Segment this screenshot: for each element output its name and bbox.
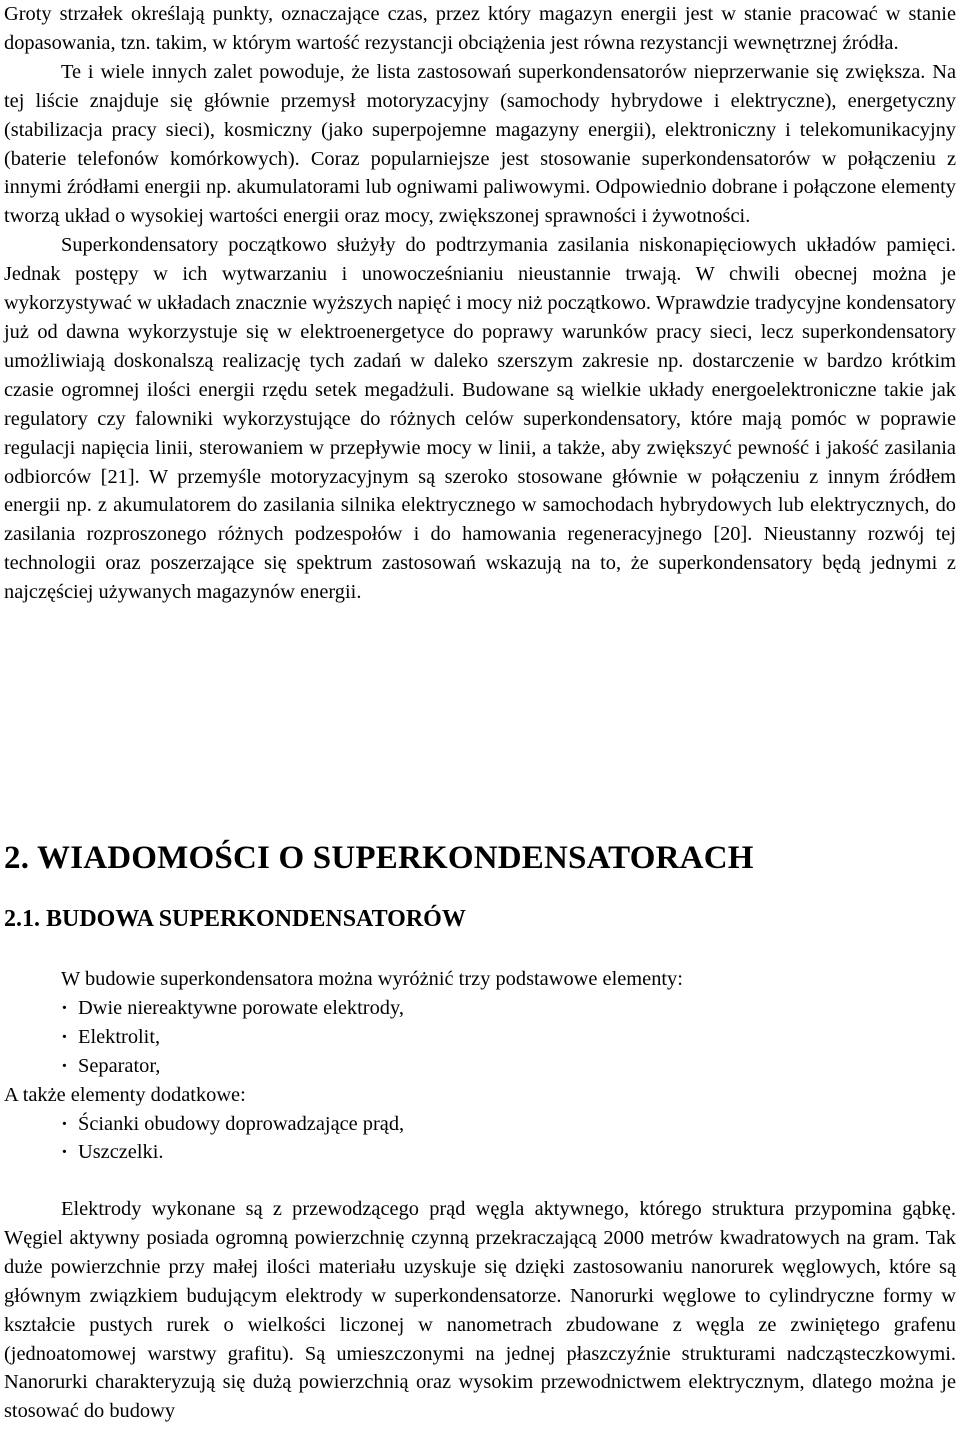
list-item: [4, 1052, 956, 1081]
list-item: [4, 1110, 956, 1139]
elements-list-block: [4, 965, 956, 1167]
bullet-icon: ·: [61, 1054, 68, 1077]
bullet-icon: ·: [61, 1141, 68, 1164]
bullet-icon: ·: [61, 996, 68, 1019]
list-item-text: Separator,: [78, 1054, 161, 1077]
list-item-text: Dwie niereaktywne porowate elektrody,: [78, 996, 404, 1019]
top-text-block: [4, 0, 956, 607]
section-heading: 2. WIADOMOŚCI O SUPERKONDENSATORACH: [4, 840, 754, 876]
list-item: [4, 1023, 956, 1052]
list-item: [4, 994, 956, 1023]
paragraph-applications: Te i wiele innych zalet powoduje, że lista zastosowań superkondensatorów nieprzerwanie się zwiększa. Na tej liście znajduje się głównie przemysł motoryzacyjny (samochody hybrydowe i elektryczne), energetyczny (stabilizacja pracy sieci), kosmiczny (jako superpojemne magazyny energii), elektroniczny i telekomunikacyjny (baterie telefonów komórkowych). Coraz popularniejsze jest stosowanie superkondensatorów w połączeniu z innymi źródłami energii np. akumulatorami lub ogniwami paliwowymi. Odpowiednio dobrane i połączone elementy tworzą układ o wysokiej wartości energii oraz mocy, zwiększonej sprawności i żywotności.: [4, 60, 956, 228]
paragraph-electrodes: Elektrody wykonane są z przewodzącego prąd węgla aktywnego, którego struktura przypomina gąbkę. Węgiel aktywny posiada ogromną powierzchnię czynną przekraczającą 2000 metrów kwadratowych na gram. Tak duże powierzchnie przy małej ilości materiału uzyskuje się dzięki zastosowaniu nanorurek węglowych, które są głównym związkiem budującym elektrody w superkondensatorze. Nanorurki węglowe to cylindryczne formy w kształcie pustych rurek o wielkości liczonej w nanometrach zbudowane z węgla ze zwiniętego grafenu (jednoatomowej warstwy grafitu). Są umieszczonymi na jednej płaszczyźnie strukturami nadcząsteczkowymi. Nanorurki charakteryzują się dużą powierzchnią oraz wysokim przewodnictwem elektrycznym, dlatego można je stosować do budowy: [4, 1198, 956, 1423]
intro-line: W budowie superkondensatora można wyróżnić trzy podstawowe elementy:: [61, 968, 683, 990]
bottom-text-block: [4, 1195, 956, 1426]
list-item-text: Uszczelki.: [78, 1141, 164, 1164]
paragraph-arrow-heads: Groty strzałek określają punkty, oznaczające czas, przez który magazyn energii jest w stanie pracować w stanie dopasowania, tzn. takim, w którym wartość rezystancji obciążenia jest równa rezystancji wewnętrznej źródła.: [4, 3, 956, 54]
bullet-icon: ·: [61, 1112, 68, 1135]
bullet-icon: ·: [61, 1025, 68, 1048]
list-item-text: Ścianki obudowy doprowadzające prąd,: [78, 1112, 405, 1135]
paragraph-history: Superkondensatory początkowo służyły do podtrzymania zasilania niskonapięciowych układów pamięci. Jednak postępy w ich wytwarzaniu i unowocześnianiu nieustannie trwają. W chwili obecnej można je wykorzystywać w układach znacznie wyższych napięć i mocy niż początkowo. Wprawdzie tradycyjne kondensatory już od dawna wykorzystuje się w elektroenergetyce do poprawy warunków pracy sieci, lecz superkondensatory umożliwiają doskonalszą realizację tych zadań w daleko szerszym zakresie np. dostarczenie w bardzo krótkim czasie ogromnej ilości energii rzędu setek megadżuli. Budowane są wielkie układy energoelektroniczne takie jak regulatory czy falowniki wykorzystujące do różnych celów superkondensatory, które mają pomóc w poprawie regulacji napięcia linii, sterowaniem w przepływie mocy w linii, a także, aby zwiększyć pewność i jakość zasilania odbiorców [21]. W przemyśle motoryzacyjnym są szeroko stosowane głównie w połączeniu z innym źródłem energii np. z akumulatorem do zasilania silnika elektrycznego w samochodach hybrydowych lub elektrycznych, do zasilania rozproszonego różnych podzespołów i do hamowania regeneracyjnego [20]. Nieustanny rozwój tej technologii oraz poszerzające się spektrum zastosowań wskazują na to, że superkondensatory będą jednymi z najczęściej używanych magazynów energii.: [4, 234, 956, 604]
list-item-text: Elektrolit,: [78, 1025, 161, 1048]
subsection-heading: 2.1. BUDOWA SUPERKONDENSATORÓW: [4, 906, 466, 932]
list-item: [4, 1138, 956, 1167]
extra-label: A także elementy dodatkowe:: [4, 1083, 246, 1106]
